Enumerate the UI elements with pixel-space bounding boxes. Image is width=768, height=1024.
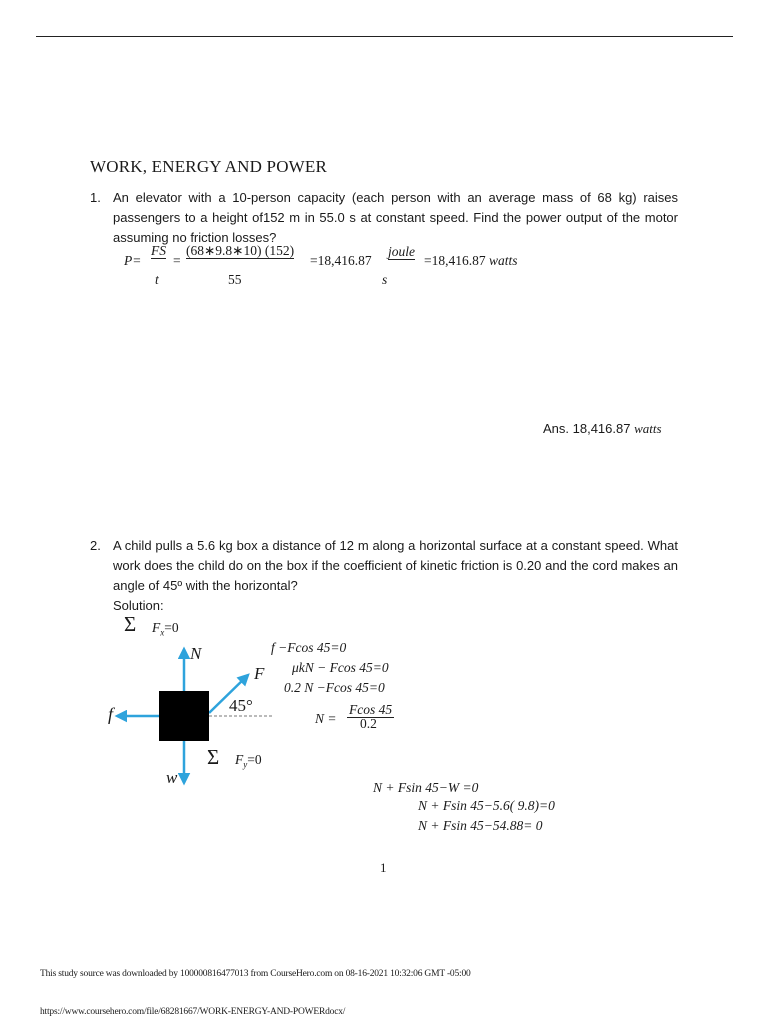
q1-number: 1. — [90, 190, 101, 205]
solution-label: Solution: — [113, 598, 164, 613]
eq-numerator: (68∗9.8∗10) (152) — [186, 243, 295, 258]
eq-y-1: N + Fsin 45−W =0 — [373, 780, 479, 795]
footer-download-note: This study source was downloaded by 100000816477013 from CourseHero.com on 08-16-2021 10:32:06 GMT -05:00 — [40, 969, 471, 979]
label-normal: N — [190, 644, 202, 663]
eq-fs: FS — [151, 243, 166, 258]
eq-x-3: 0.2 N −Fcos 45=0 — [284, 680, 385, 695]
eq-t: t — [155, 272, 159, 287]
eq-p: P= — [124, 253, 142, 268]
page-number: 1 — [380, 860, 387, 875]
footer-source-url[interactable]: https://www.coursehero.com/file/68281667/WORK-ENERGY-AND-POWERdocx/ — [40, 1007, 346, 1017]
eq-s: s — [382, 272, 388, 287]
q2-number: 2. — [90, 538, 101, 553]
q1-text: An elevator with a 10-person capacity (each person with an average mass of 68 kg) raises passengers to a height of152 m in 55.0 s at constant speed. Find the power output of the motor assuming no friction losses? — [113, 190, 678, 245]
eq-x-2: μkN − Fcos 45=0 — [292, 660, 389, 675]
eq-denominator: 55 — [228, 272, 242, 287]
label-friction: f — [108, 704, 114, 724]
eq-result1: =18,416.87 — [310, 253, 372, 268]
eq-y-3: N + Fsin 45−54.88= 0 — [418, 818, 543, 833]
label-weight: w — [166, 768, 178, 787]
q1-answer: Ans. 18,416.87 watts — [543, 421, 662, 436]
eq-result2: =18,416.87 watts — [424, 253, 518, 268]
angle-label: 45° — [229, 696, 253, 715]
header-rule — [36, 36, 733, 37]
eq-x-1: f −Fcos 45=0 — [271, 640, 347, 655]
eq-y-2: N + Fsin 45−5.6( 9.8)=0 — [418, 798, 555, 813]
free-body-diagram — [100, 640, 300, 790]
box — [159, 691, 209, 741]
page-title: WORK, ENERGY AND POWER — [90, 157, 328, 176]
eq-joule: joule — [388, 244, 415, 259]
label-applied-force: F — [254, 664, 265, 683]
q2-text: A child pulls a 5.6 kg box a distance of 12 m along a horizontal surface at a constant speed. What work does the child do on the box if the coefficient of kinetic friction is 0.20 and the cord makes an angle of 45º with the horizontal? — [113, 538, 678, 593]
eq-equals: = — [173, 253, 181, 268]
